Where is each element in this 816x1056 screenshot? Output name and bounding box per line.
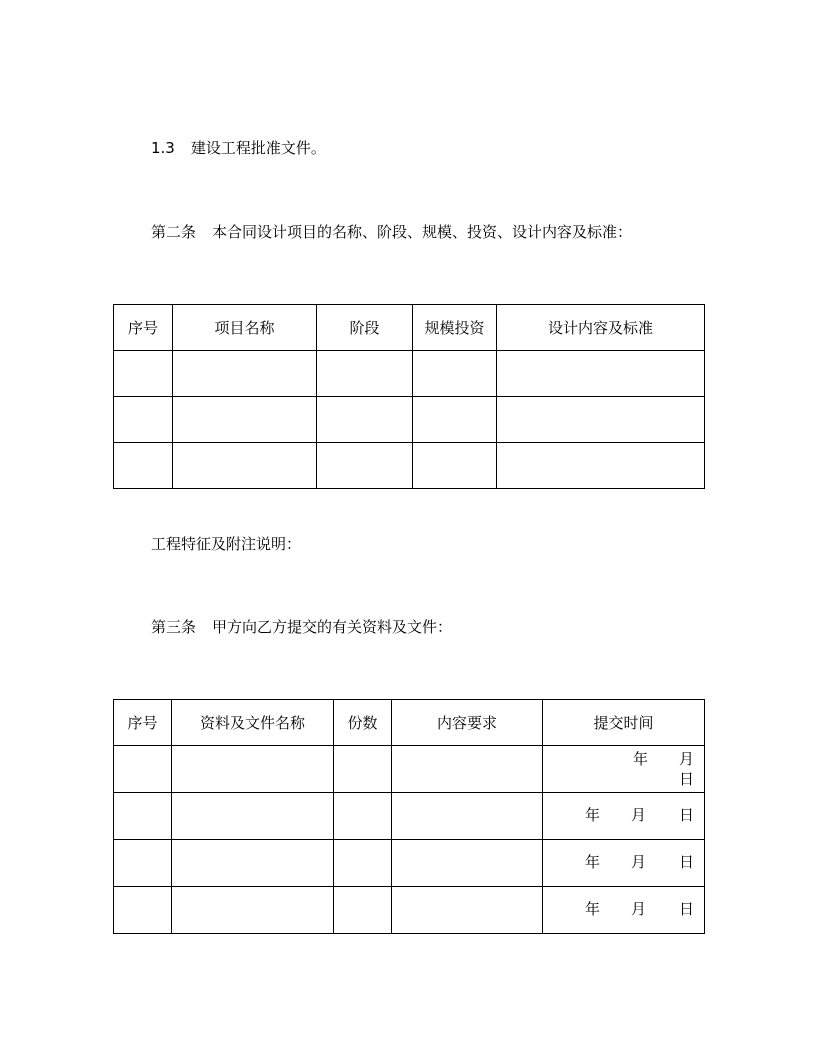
table-cell[interactable] bbox=[173, 397, 317, 443]
table-cell[interactable] bbox=[392, 840, 543, 887]
table-cell[interactable] bbox=[114, 351, 173, 397]
col-header: 提交时间 bbox=[543, 700, 705, 746]
table-cell[interactable] bbox=[497, 351, 705, 397]
table-cell[interactable] bbox=[114, 443, 173, 489]
documents-table bbox=[113, 699, 705, 934]
table-row bbox=[114, 397, 705, 443]
col-header: 设计内容及标准 bbox=[497, 305, 705, 351]
submit-date-cell[interactable] bbox=[543, 793, 705, 840]
article-2-text: 本合同设计项目的名称、阶段、规模、投资、设计内容及标准： bbox=[212, 223, 633, 241]
section-text: 建设工程批准文件。 bbox=[190, 139, 326, 157]
table-cell[interactable] bbox=[172, 840, 334, 887]
table-cell[interactable] bbox=[114, 793, 172, 840]
submit-date-cell[interactable] bbox=[543, 887, 705, 934]
col-header: 序号 bbox=[114, 305, 173, 351]
table-cell[interactable] bbox=[172, 887, 334, 934]
date-day-label: 日 bbox=[679, 853, 695, 871]
table-cell[interactable] bbox=[413, 351, 497, 397]
col-header: 资料及文件名称 bbox=[172, 700, 334, 746]
table-row bbox=[114, 840, 705, 887]
table-header-row bbox=[114, 305, 705, 351]
table-cell[interactable] bbox=[413, 397, 497, 443]
table-header-row bbox=[114, 700, 705, 746]
table-cell[interactable] bbox=[392, 887, 543, 934]
table-cell[interactable] bbox=[317, 443, 413, 489]
col-header: 项目名称 bbox=[173, 305, 317, 351]
date-year-label: 年 bbox=[585, 900, 601, 918]
table-row bbox=[114, 793, 705, 840]
table-cell[interactable] bbox=[392, 793, 543, 840]
col-header: 阶段 bbox=[317, 305, 413, 351]
date-year-label: 年 bbox=[633, 750, 649, 768]
article-2-heading bbox=[151, 222, 632, 242]
table-cell[interactable] bbox=[172, 746, 334, 793]
col-header: 序号 bbox=[114, 700, 172, 746]
col-header: 规模投资 bbox=[413, 305, 497, 351]
date-year-label: 年 bbox=[585, 806, 601, 824]
article-3-label: 第三条 bbox=[151, 618, 197, 636]
section-number: 1.3 bbox=[151, 139, 175, 157]
col-header: 内容要求 bbox=[392, 700, 543, 746]
submit-date-cell[interactable] bbox=[543, 840, 705, 887]
table-row bbox=[114, 351, 705, 397]
date-month-label: 月 bbox=[631, 806, 647, 824]
article-2-label: 第二条 bbox=[151, 223, 197, 241]
date-day-label: 日 bbox=[679, 900, 695, 918]
table-cell[interactable] bbox=[114, 746, 172, 793]
date-month-label: 月 bbox=[679, 750, 695, 768]
table-cell[interactable] bbox=[172, 793, 334, 840]
date-year-label: 年 bbox=[585, 853, 601, 871]
table-cell[interactable] bbox=[317, 351, 413, 397]
table-cell[interactable] bbox=[413, 443, 497, 489]
table-cell[interactable] bbox=[334, 793, 392, 840]
table-cell[interactable] bbox=[497, 443, 705, 489]
table-cell[interactable] bbox=[317, 397, 413, 443]
section-1-3 bbox=[151, 138, 326, 158]
col-header: 份数 bbox=[334, 700, 392, 746]
date-month-label: 月 bbox=[631, 853, 647, 871]
table-row bbox=[114, 443, 705, 489]
table-cell[interactable] bbox=[114, 840, 172, 887]
table-cell[interactable] bbox=[114, 397, 173, 443]
table-cell[interactable] bbox=[334, 887, 392, 934]
table-cell[interactable] bbox=[334, 840, 392, 887]
date-month-label: 月 bbox=[631, 900, 647, 918]
article-3-heading bbox=[151, 617, 452, 637]
date-day-label: 日 bbox=[679, 770, 695, 788]
submit-date-cell[interactable] bbox=[543, 746, 705, 793]
table-cell[interactable] bbox=[497, 397, 705, 443]
table-cell[interactable] bbox=[392, 746, 543, 793]
date-day-label: 日 bbox=[679, 806, 695, 824]
notes-label: 工程特征及附注说明： bbox=[151, 535, 302, 553]
table-row bbox=[114, 746, 705, 793]
table-row bbox=[114, 887, 705, 934]
table-cell[interactable] bbox=[173, 443, 317, 489]
design-project-table bbox=[113, 304, 705, 489]
table-cell[interactable] bbox=[334, 746, 392, 793]
article-3-text: 甲方向乙方提交的有关资料及文件： bbox=[212, 618, 453, 636]
table-cell[interactable] bbox=[114, 887, 172, 934]
table-cell[interactable] bbox=[173, 351, 317, 397]
